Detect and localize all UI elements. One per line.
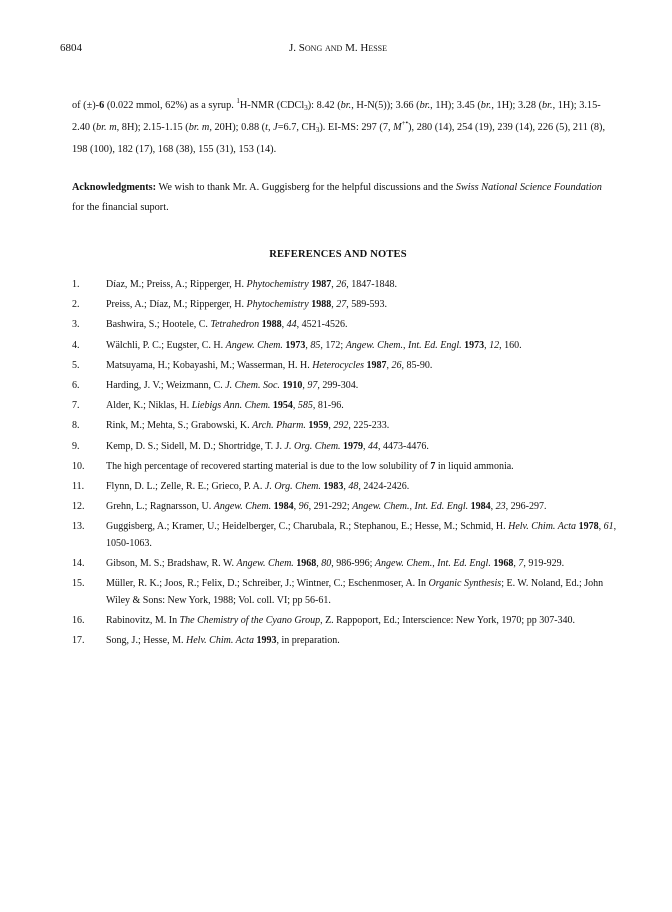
reference-item: 1. Díaz, M.; Preiss, A.; Ripperger, H. Phytochemistry 1987, 26, 1847-1848. xyxy=(72,277,620,294)
acknowledgments: Acknowledgments: We wish to thank Mr. A. Guggisberg for the helpful discussions and the Swiss National Science Foundation for the financial suport. xyxy=(72,182,602,213)
reference-item: 10. The high percentage of recovered starting material is due to the low solubility of 7 in liquid ammonia. xyxy=(72,459,620,476)
reference-number: 16. xyxy=(72,615,85,626)
reference-number: 13. xyxy=(72,521,85,533)
reference-number: 6. xyxy=(72,379,80,391)
reference-item: 15. Müller, R. K.; Joos, R.; Felix, D.; Schreiber, J.; Wintner, C.; Eschenmoser, A. In Organic Synthesis; E. W. Noland, Ed.; John Wiley & Sons: New York, 1988; Vol. coll. VI; pp 56-61. xyxy=(72,578,604,606)
reference-number: 4. xyxy=(72,339,80,351)
page-number: 6804 xyxy=(60,42,82,54)
running-header xyxy=(60,42,616,56)
references-list xyxy=(0,277,672,653)
reference-item: 5. Matsuyama, H.; Kobayashi, M.; Wasserman, H. H. Heterocycles 1987, 26, 85-90. xyxy=(72,358,620,375)
reference-item: 2. Preiss, A.; Díaz, M.; Ripperger, H. Phytochemistry 1988, 27, 589-593. xyxy=(72,297,620,314)
reference-number: 5. xyxy=(72,359,80,371)
reference-item: 7. Alder, K.; Niklas, H. Liebigs Ann. Chem. 1954, 585, 81-96. xyxy=(72,398,620,415)
reference-number: 14. xyxy=(72,558,85,570)
experimental-paragraph: of (±)-6 (0.022 mmol, 62%) as a syrup. $^1$H-NMR (CDCl$_3$): 8.42 (br., H-N(5)); 3.66 (br., 1H); 3.45 (br., 1H); 3.28 (br., 1H); 3.15-2.40 (br. m, 8H); 2.15-1.15 (br. m, 20H); 0.88 (t, J=6.7, $CH_3$). EI-MS: 297 (7, M+•), 280 (14), 254 (19), 239 (14), 226 (5), 211 (8), 198 (100), 182 (17), 168 (38), 155 (31), 153 (14). xyxy=(72,97,606,155)
references-heading: REFERENCES AND NOTES xyxy=(269,249,407,260)
reference-item: 14. Gibson, M. S.; Bradshaw, R. W. Angew. Chem. 1968, 80, 986-996; Angew. Chem., Int. Ed. Engl. 1968, 7, 919-929. xyxy=(72,556,620,573)
acknowledgments-label: Acknowledgments: xyxy=(72,182,157,193)
reference-number: 7. xyxy=(72,400,80,412)
reference-item: 11. Flynn, D. L.; Zelle, R. E.; Grieco, P. A. J. Org. Chem. 1983, 48, 2424-2426. xyxy=(72,479,620,496)
reference-item: 9. Kemp, D. S.; Sidell, M. D.; Shortridge, T. J. J. Org. Chem. 1979, 44, 4473-4476. xyxy=(72,439,620,456)
reference-item: 16. Rabinovitz, M. In The Chemistry of the Cyano Group, Z. Rappoport, Ed.; Interscience: New York, 1970; pp 307-340. xyxy=(72,613,620,630)
reference-number: 15. xyxy=(72,578,85,590)
reference-item: 13. Guggisberg, A.; Kramer, U.; Heidelberger, C.; Charubala, R.; Stephanou, E.; Hesse, M.; Schmid, H. Helv. Chim. Acta 1978, 61, 1050-1063. xyxy=(72,521,617,549)
reference-number: 3. xyxy=(72,319,80,331)
reference-number: 2. xyxy=(72,299,80,311)
reference-number: 1. xyxy=(72,279,80,290)
reference-item: 17. Song, J.; Hesse, M. Helv. Chim. Acta 1993, in preparation. xyxy=(72,633,620,650)
running-title: J. Song and M. Hesse xyxy=(289,42,387,54)
reference-number: 8. xyxy=(72,420,80,432)
reference-item: 6. Harding, J. V.; Weizmann, C. J. Chem. Soc. 1910, 97, 299-304. xyxy=(72,378,620,395)
reference-number: 17. xyxy=(72,635,85,647)
reference-item: 12. Grehn, L.; Ragnarsson, U. Angew. Chem. 1984, 96, 291-292; Angew. Chem., Int. Ed. Engl. 1984, 23, 296-297. xyxy=(72,499,620,516)
reference-item: 3. Bashwira, S.; Hootele, C. Tetrahedron 1988, 44, 4521-4526. xyxy=(72,317,620,334)
reference-item: 8. Rink, M.; Mehta, S.; Grabowski, K. Arch. Pharm. 1959, 292, 225-233. xyxy=(72,418,620,435)
reference-number: 12. xyxy=(72,501,85,513)
reference-number: 11. xyxy=(72,480,85,492)
reference-number: 10. xyxy=(72,460,85,472)
reference-item: 4. Wälchli, P. C.; Eugster, C. H. Angew. Chem. 1973, 85, 172; Angew. Chem., Int. Ed. Engl. 1973, 12, 160. xyxy=(72,338,620,355)
reference-number: 9. xyxy=(72,440,80,452)
